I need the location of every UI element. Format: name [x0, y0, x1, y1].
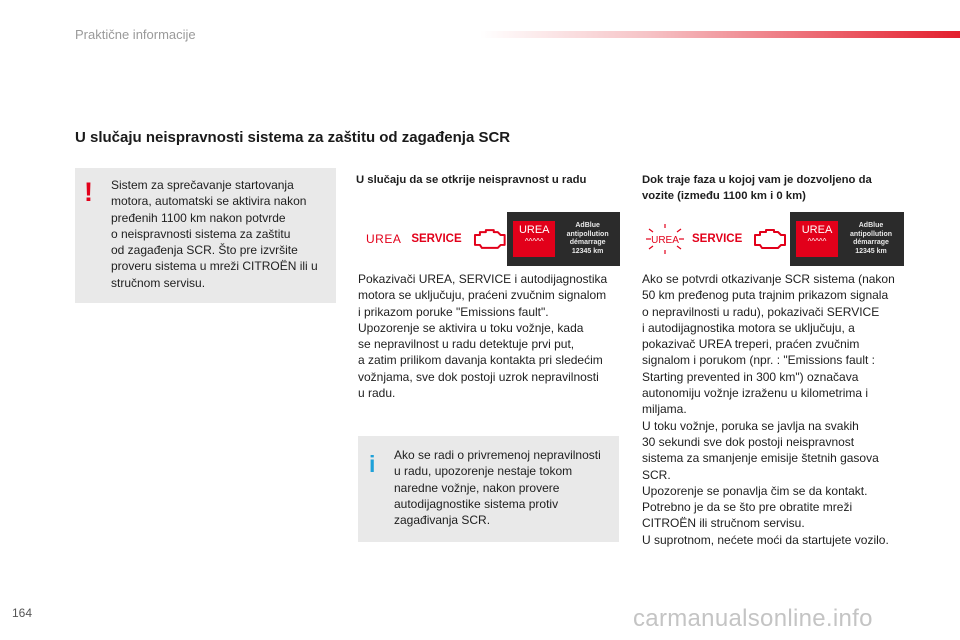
display-urea-box: UREA ^^^^^ [796, 221, 838, 257]
cluster-display [790, 212, 904, 266]
malfunction-description: Pokazivači UREA, SERVICE i autodijagnostika motora se uključuju, praćeni zvučnim signalom i prikazom poruke "Emissions fault". Upozorenje se aktivira u toku vožnje, kada se nepravilnost u radu detektuje prvi put, a zatim prilikom davanja kontakta pri sledećim vožnjama, sve dok postoji uzrok nepravilnosti u radu. [358, 272, 608, 401]
indicator-row-malfunction [358, 212, 620, 266]
warning-exclamation-icon: ! [84, 177, 93, 207]
service-indicator-icon: SERVICE [692, 233, 743, 245]
page-number: 164 [12, 606, 33, 620]
urea-indicator-icon: UREA [366, 232, 402, 246]
indicator-row-driving-phase [642, 212, 904, 266]
cluster-display [507, 212, 620, 266]
urea-flashing-indicator-icon [642, 222, 688, 256]
svg-text:UREA: UREA [651, 235, 679, 246]
display-message: AdBlue antipollution démarrage 12345 km [850, 222, 892, 255]
info-icon: i [369, 451, 376, 477]
display-message: AdBlue antipollution démarrage 12345 km [566, 222, 609, 255]
malfunction-detected-heading: U slučaju da se otkrije neispravnost u radu [356, 174, 587, 186]
warning-text: Sistem za sprečavanje startovanja motora, automatski se aktivira nakon pređenih 1100 km nakon potvrde o neispravnosti sistema za zaštitu od zagađenja SCR. Što pre izvršite proveru sistema u mreži CITROËN ili u stručnom servisu. [111, 178, 318, 290]
page-header-title: Praktične informacije [75, 27, 196, 42]
driving-phase-heading: Dok traje faza u kojoj vam je dozvoljeno da vozite (između 1100 km i 0 km) [642, 174, 872, 203]
driving-phase-description: Ako se potvrdi otkazivanje SCR sistema (nakon 50 km pređenog puta trajnim prikazom signala o nepravilnosti u radu), pokazivači SERVICE i autodijagnostika motora se uključuju, a pokazivač UREA treperi, praćen zvučnim signalom i porukom (npr. : "Emissions fault : Starting prevented in 300 km") označava autonomiju vožnje izraženu u kilometrima i miljama. U toku vožnje, poruka se javlja na svakih 30 sekundi sve dok postoji neispravnost sistema za smanjenje emisije štetnih gasova SCR. Upozorenje se ponavlja čim se da kontakt. Potrebno je da se što pre obratite mreži CITROËN ili stručnom servisu. U suprotnom, nećete moći da startujete vozilo. [642, 272, 895, 547]
service-indicator-icon: SERVICE [411, 233, 462, 245]
info-text: Ako se radi o privremenoj nepravilnosti u radu, upozorenje nestaje tokom naredne vožnje, nakon provere autodijagnostike sistema protiv zagađivanja SCR. [394, 448, 601, 528]
engine-check-icon [752, 226, 788, 252]
watermark: carmanualsonline.info [633, 605, 873, 632]
section-title: U slučaju neispravnosti sistema za zaštitu od zagađenja SCR [75, 129, 511, 146]
display-urea-box: UREA ^^^^^ [513, 221, 555, 257]
engine-check-icon [472, 226, 508, 252]
header-accent-bar [480, 31, 960, 38]
